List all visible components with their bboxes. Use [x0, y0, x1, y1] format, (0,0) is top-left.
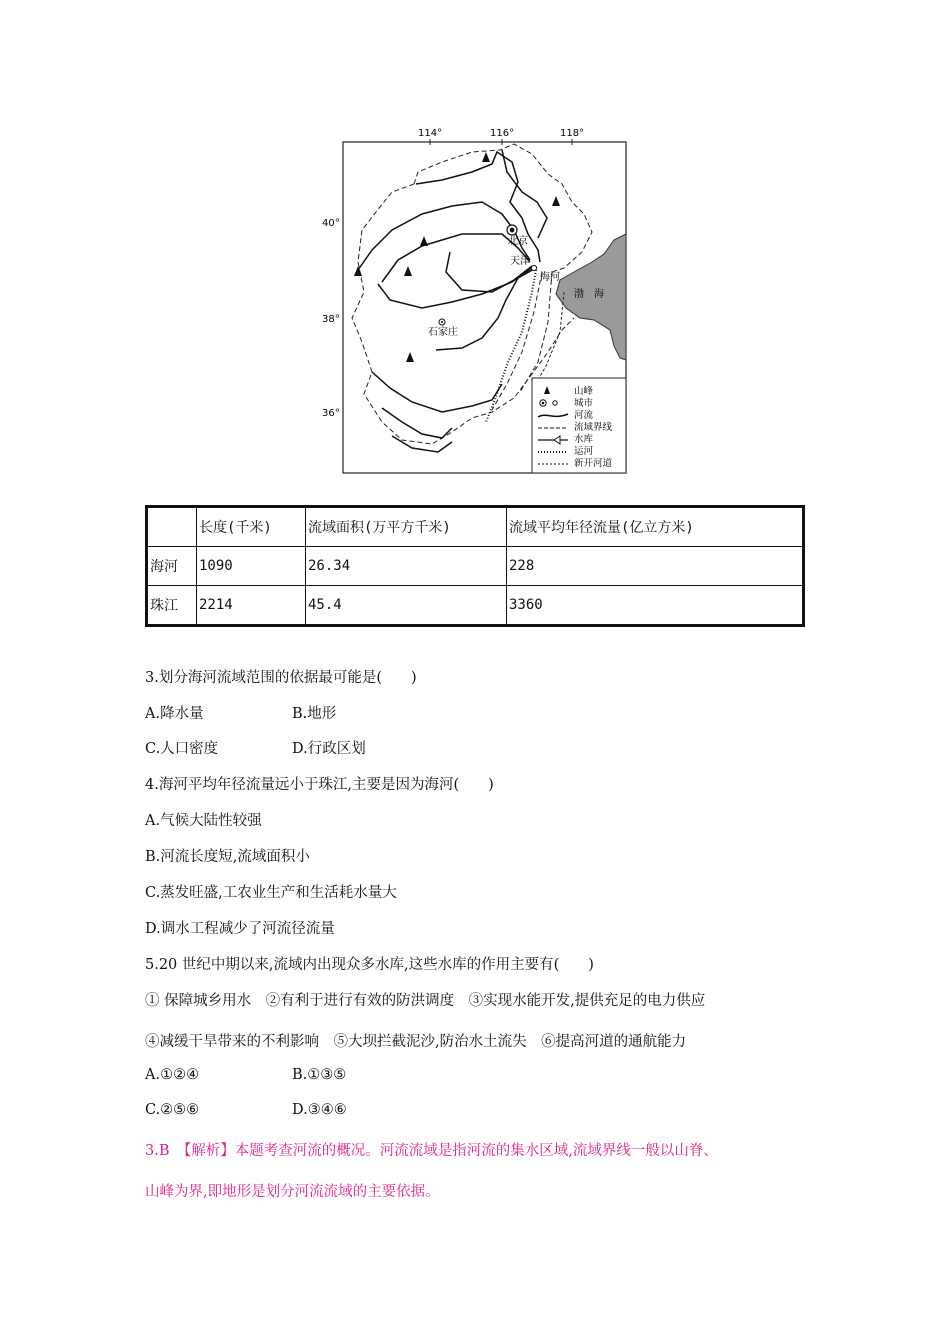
q5-option-b: B.①③⑤ — [292, 1067, 347, 1083]
table-row — [147, 586, 804, 626]
svg-text:天津: 天津 — [510, 256, 530, 267]
table-row — [147, 547, 804, 586]
table-header-row — [147, 507, 804, 547]
table-cell: 2214 — [197, 586, 306, 626]
q5-option-d: D.③④⑥ — [292, 1102, 347, 1118]
svg-text:新开河道: 新开河道 — [574, 458, 613, 469]
svg-text:北京: 北京 — [508, 236, 528, 247]
answer-line1: 3.B 【解析】本题考查河流的概况。河流流域是指河流的集水区域,流域界线一般以山脊、 — [145, 1143, 718, 1159]
svg-text:河流: 河流 — [574, 410, 594, 421]
q4-option-a: A.气候大陆性较强 — [145, 813, 262, 829]
table-header-cell: 流域面积(万平方千米) — [306, 507, 507, 547]
lon-label-118: 118° — [560, 128, 585, 139]
table-cell: 珠江 — [147, 586, 197, 626]
table-header-cell — [147, 507, 197, 547]
q4-option-c: C.蒸发旺盛,工农业生产和生活耗水量大 — [145, 885, 397, 901]
river-comparison-table — [145, 505, 805, 627]
table-cell: 228 — [507, 547, 804, 586]
svg-text:石家庄: 石家庄 — [428, 327, 458, 338]
q3-option-a: A.降水量 — [145, 706, 204, 722]
lat-label-36: 36° — [322, 408, 340, 419]
svg-text:流域界线: 流域界线 — [574, 422, 613, 433]
q5-stem: 5.20 世纪中期以来,流域内出现众多水库,这些水库的作用主要有( ) — [145, 957, 594, 973]
table-header-cell: 流域平均年径流量(亿立方米) — [507, 507, 804, 547]
q3-option-c: C.人口密度 — [145, 741, 219, 757]
lon-label-114: 114° — [418, 128, 443, 139]
svg-text:城市: 城市 — [574, 398, 594, 409]
q5-option-a: A.①②④ — [145, 1067, 200, 1083]
q5-choices-line2: ④减缓干旱带来的不利影响 ⑤大坝拦截泥沙,防治水土流失 ⑥提高河道的通航能力 — [145, 1034, 687, 1050]
table-cell: 26.34 — [306, 547, 507, 586]
table-cell: 45.4 — [306, 586, 507, 626]
q3-stem: 3.划分海河流域范围的依据最可能是( ) — [145, 670, 417, 686]
lon-label-116: 116° — [490, 128, 515, 139]
haihe-basin-map — [322, 122, 630, 474]
q4-option-b: B.河流长度短,流域面积小 — [145, 849, 310, 865]
table-cell: 海河 — [147, 547, 197, 586]
q5-choices-line1: ① 保障城乡用水 ②有利于进行有效的防洪调度 ③实现水能开发,提供充足的电力供应 — [145, 993, 706, 1009]
svg-text:水库: 水库 — [574, 434, 594, 445]
q3-option-b: B.地形 — [292, 706, 337, 722]
svg-text:运河: 运河 — [574, 446, 594, 457]
table-cell: 1090 — [197, 547, 306, 586]
lat-label-38: 38° — [322, 314, 340, 325]
table-cell: 3360 — [507, 586, 804, 626]
answer-line2: 山峰为界,即地形是划分河流流域的主要依据。 — [145, 1184, 440, 1200]
q4-option-d: D.调水工程减少了河流径流量 — [145, 921, 335, 937]
q3-option-d: D.行政区划 — [292, 741, 366, 757]
sea-label: 渤 海 — [574, 289, 604, 300]
svg-text:山峰: 山峰 — [574, 386, 594, 397]
river-label-haihe: 海河 — [540, 272, 560, 283]
table-header-cell: 长度(千米) — [197, 507, 306, 547]
lat-label-40: 40° — [322, 218, 340, 229]
q5-option-c: C.②⑤⑥ — [145, 1102, 200, 1118]
q4-stem: 4.海河平均年径流量远小于珠江,主要是因为海河( ) — [145, 777, 494, 793]
